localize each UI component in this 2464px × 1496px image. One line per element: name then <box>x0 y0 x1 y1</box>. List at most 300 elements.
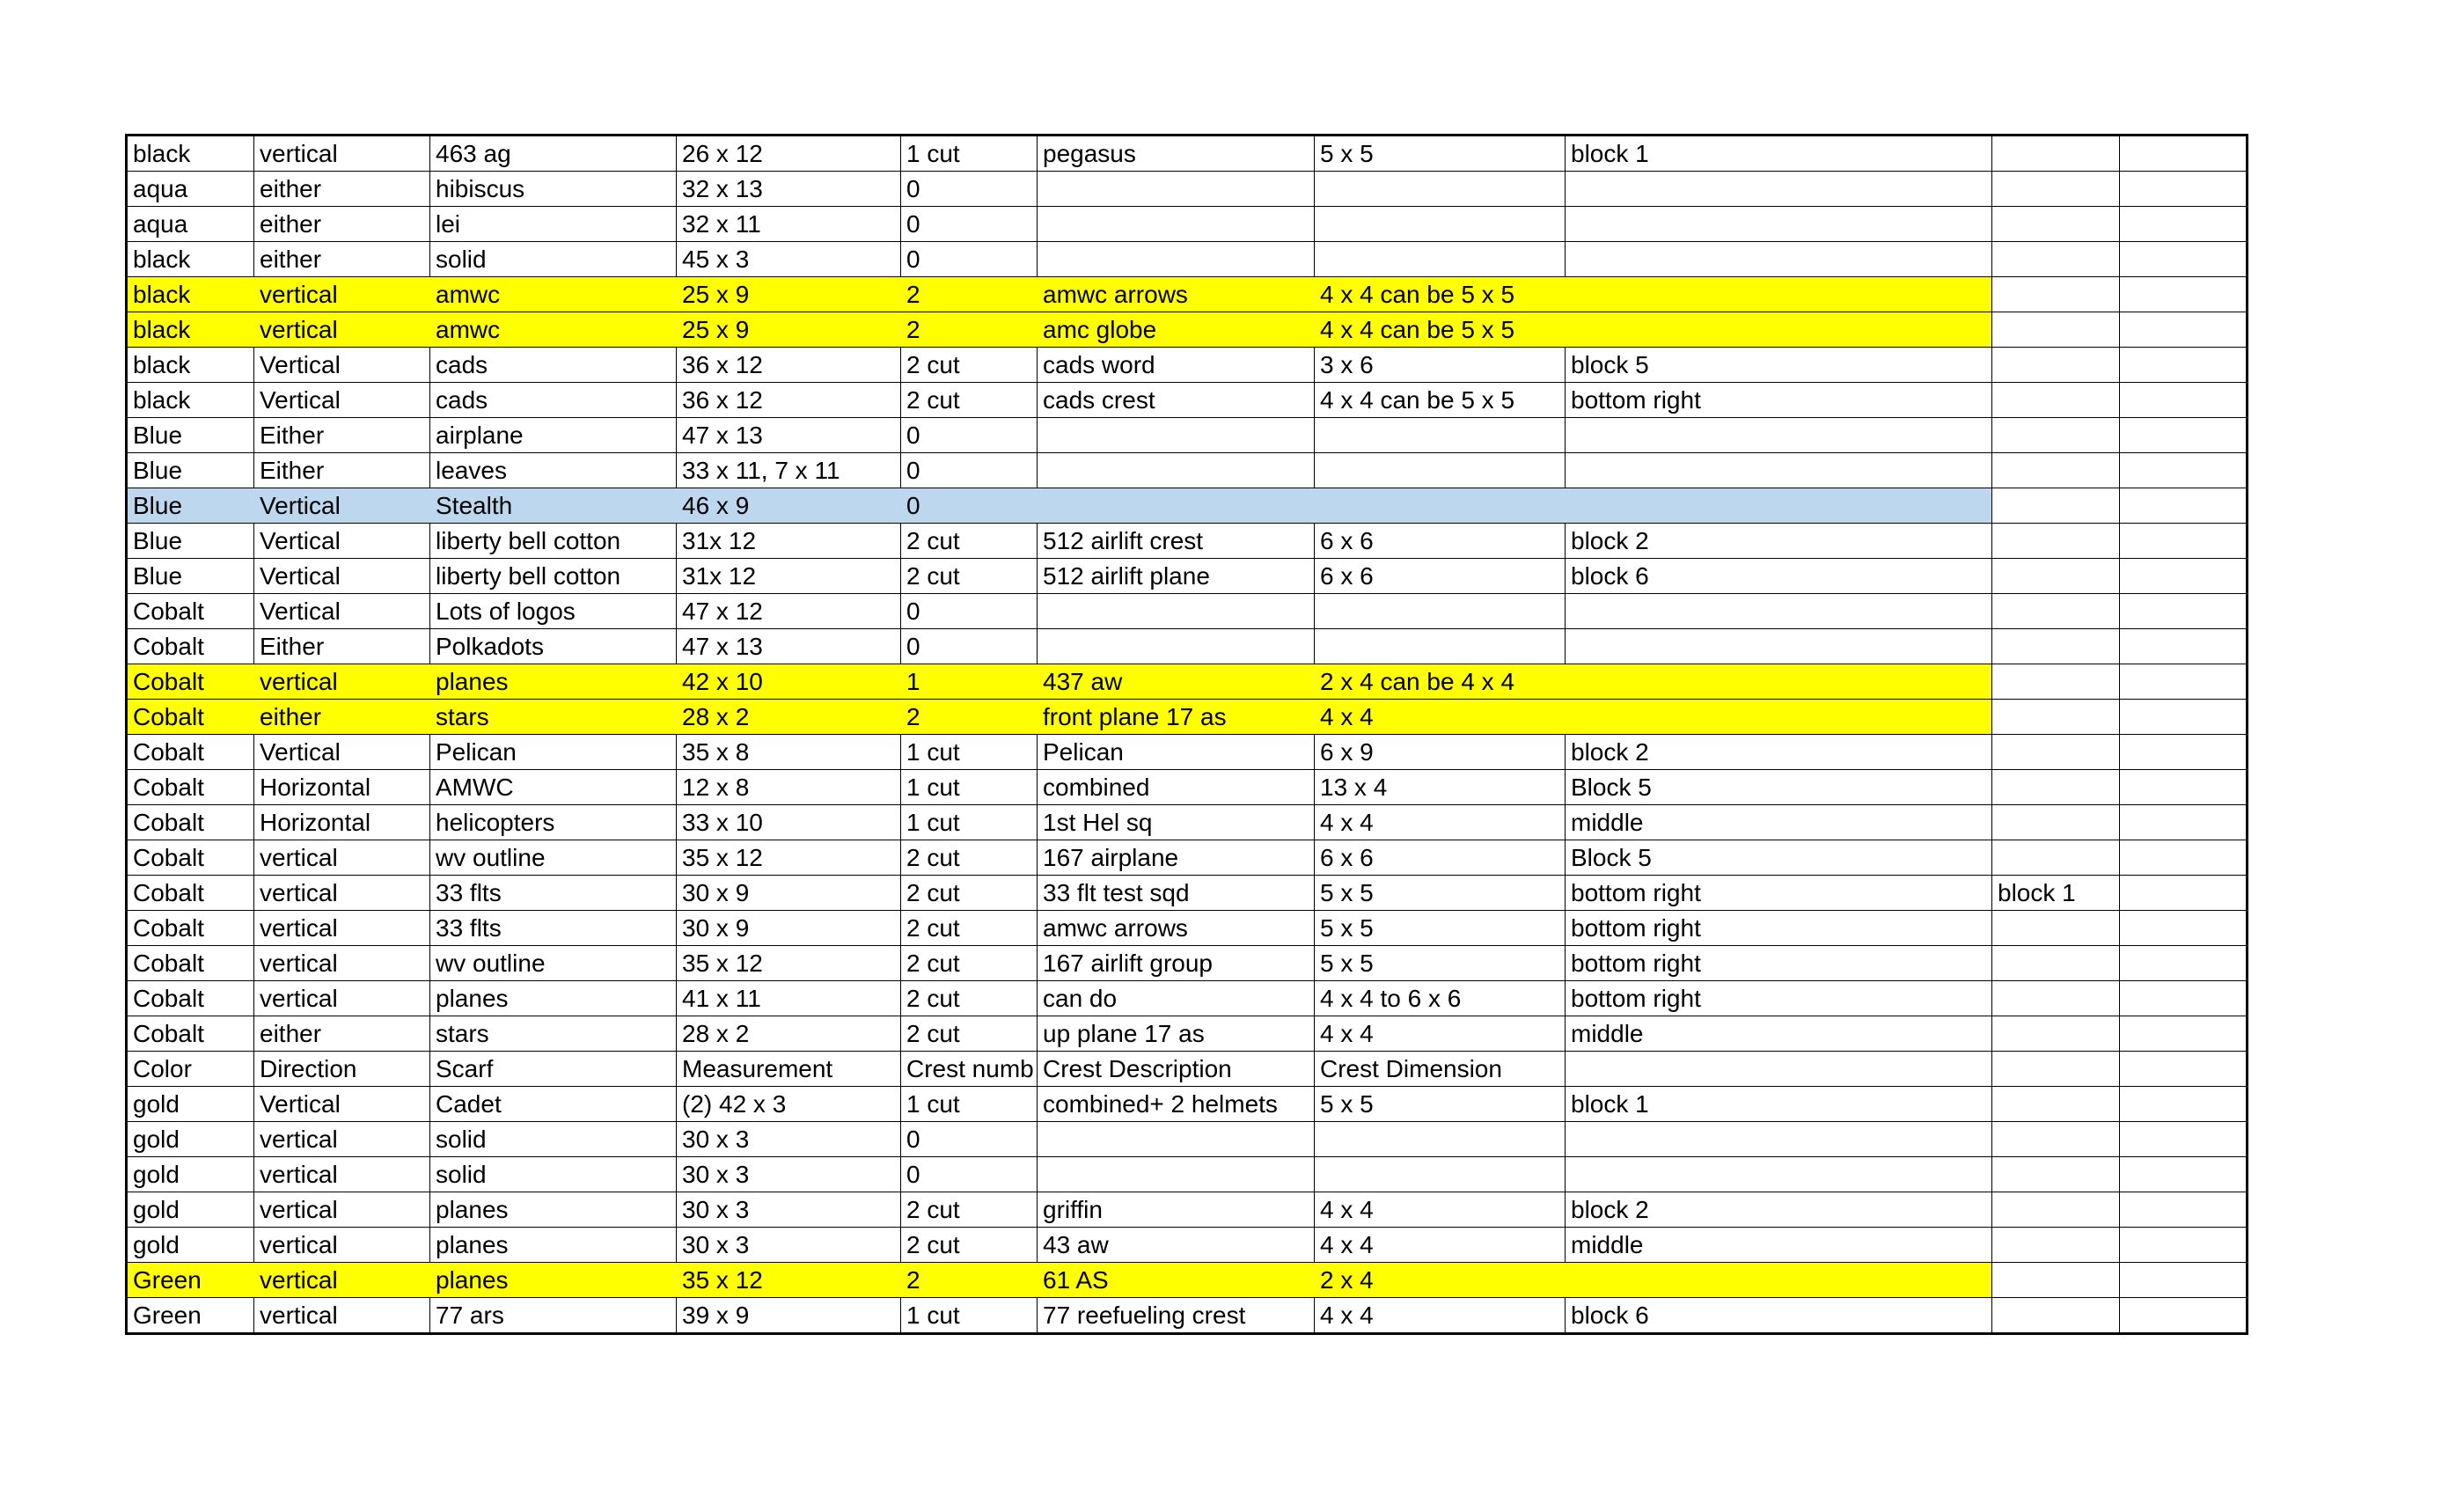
table-cell[interactable]: 0 <box>901 207 1038 242</box>
table-cell[interactable]: Vertical <box>254 524 430 559</box>
table-cell[interactable] <box>1566 242 1992 277</box>
table-cell[interactable] <box>1566 1122 1992 1157</box>
table-cell[interactable]: amwc <box>430 277 677 312</box>
table-cell[interactable]: 39 x 9 <box>677 1298 901 1334</box>
table-cell[interactable]: vertical <box>254 911 430 946</box>
table-cell[interactable]: 2 <box>901 1263 1038 1298</box>
table-cell[interactable]: 31x 12 <box>677 524 901 559</box>
table-cell[interactable] <box>1992 1192 2120 1228</box>
table-cell[interactable]: either <box>254 700 430 735</box>
table-cell[interactable] <box>2120 348 2248 383</box>
table-cell[interactable]: Cobalt <box>127 594 254 629</box>
table-cell[interactable]: vertical <box>254 1157 430 1192</box>
table-cell[interactable]: Green <box>127 1263 254 1298</box>
table-cell[interactable]: Vertical <box>254 348 430 383</box>
table-cell[interactable] <box>2120 1263 2248 1298</box>
table-cell[interactable] <box>1992 594 2120 629</box>
table-cell[interactable]: 167 airlift group <box>1038 946 1315 981</box>
table-cell[interactable]: Cobalt <box>127 876 254 911</box>
table-cell[interactable]: block 5 <box>1566 348 1992 383</box>
table-cell[interactable]: griffin <box>1038 1192 1315 1228</box>
table-cell[interactable]: Cobalt <box>127 840 254 876</box>
table-cell[interactable]: bottom right <box>1566 911 1992 946</box>
table-cell[interactable]: 36 x 12 <box>677 383 901 418</box>
table-cell[interactable]: 0 <box>901 418 1038 453</box>
table-cell[interactable]: gold <box>127 1157 254 1192</box>
table-cell[interactable]: 36 x 12 <box>677 348 901 383</box>
table-cell[interactable]: 0 <box>901 1122 1038 1157</box>
table-cell[interactable]: 1 <box>901 664 1038 700</box>
table-cell[interactable]: solid <box>430 1122 677 1157</box>
table-cell[interactable]: vertical <box>254 876 430 911</box>
table-cell[interactable]: 2 cut <box>901 876 1038 911</box>
table-cell[interactable]: 6 x 6 <box>1315 524 1566 559</box>
table-cell[interactable] <box>2120 136 2248 172</box>
table-cell[interactable]: vertical <box>254 1263 430 1298</box>
table-cell[interactable] <box>1992 1298 2120 1334</box>
table-cell[interactable] <box>1992 559 2120 594</box>
table-cell[interactable] <box>2120 594 2248 629</box>
table-cell[interactable]: 3 x 6 <box>1315 348 1566 383</box>
table-cell[interactable] <box>1992 418 2120 453</box>
table-cell[interactable]: amwc <box>430 312 677 348</box>
table-cell[interactable]: vertical <box>254 1122 430 1157</box>
table-cell[interactable]: lei <box>430 207 677 242</box>
table-cell[interactable]: 463 ag <box>430 136 677 172</box>
table-cell[interactable]: front plane 17 as <box>1038 700 1315 735</box>
table-cell[interactable] <box>1566 1263 1992 1298</box>
table-cell[interactable] <box>1992 312 2120 348</box>
table-cell[interactable]: vertical <box>254 1228 430 1263</box>
table-cell[interactable]: 2 cut <box>901 946 1038 981</box>
table-cell[interactable] <box>1992 1122 2120 1157</box>
table-cell[interactable]: block 2 <box>1566 1192 1992 1228</box>
table-cell[interactable]: 4 x 4 <box>1315 700 1566 735</box>
table-cell[interactable]: 4 x 4 can be 5 x 5 <box>1315 312 1566 348</box>
table-cell[interactable] <box>1038 242 1315 277</box>
table-cell[interactable] <box>1992 664 2120 700</box>
table-cell[interactable]: Cobalt <box>127 911 254 946</box>
table-cell[interactable] <box>1992 629 2120 664</box>
table-cell[interactable] <box>1038 629 1315 664</box>
table-cell[interactable] <box>1992 453 2120 488</box>
table-cell[interactable] <box>1315 1122 1566 1157</box>
table-cell[interactable] <box>1315 242 1566 277</box>
table-cell[interactable]: 5 x 5 <box>1315 1087 1566 1122</box>
table-cell[interactable] <box>2120 488 2248 524</box>
table-cell[interactable] <box>1315 629 1566 664</box>
table-cell[interactable]: amwc arrows <box>1038 277 1315 312</box>
table-cell[interactable]: cads <box>430 348 677 383</box>
table-cell[interactable]: combined+ 2 helmets <box>1038 1087 1315 1122</box>
table-cell[interactable]: either <box>254 1016 430 1052</box>
table-cell[interactable] <box>1315 418 1566 453</box>
table-cell[interactable] <box>1992 488 2120 524</box>
table-cell[interactable] <box>1315 453 1566 488</box>
table-cell[interactable]: gold <box>127 1228 254 1263</box>
table-cell[interactable] <box>1992 172 2120 207</box>
table-cell[interactable]: Color <box>127 1052 254 1087</box>
table-cell[interactable] <box>1315 488 1566 524</box>
table-cell[interactable]: Cobalt <box>127 946 254 981</box>
table-cell[interactable]: pegasus <box>1038 136 1315 172</box>
table-cell[interactable]: 0 <box>901 629 1038 664</box>
table-cell[interactable]: wv outline <box>430 946 677 981</box>
table-cell[interactable]: 28 x 2 <box>677 1016 901 1052</box>
table-cell[interactable] <box>2120 840 2248 876</box>
table-cell[interactable]: 4 x 4 <box>1315 805 1566 840</box>
table-cell[interactable]: stars <box>430 1016 677 1052</box>
table-cell[interactable]: AMWC <box>430 770 677 805</box>
table-cell[interactable]: 77 reefueling crest <box>1038 1298 1315 1334</box>
table-cell[interactable]: vertical <box>254 136 430 172</box>
table-cell[interactable]: 35 x 12 <box>677 840 901 876</box>
table-cell[interactable] <box>2120 1192 2248 1228</box>
table-cell[interactable]: Crest Description <box>1038 1052 1315 1087</box>
table-cell[interactable]: planes <box>430 1228 677 1263</box>
table-cell[interactable] <box>1566 312 1992 348</box>
table-cell[interactable]: 45 x 3 <box>677 242 901 277</box>
table-cell[interactable] <box>2120 242 2248 277</box>
table-cell[interactable]: 32 x 13 <box>677 172 901 207</box>
table-cell[interactable] <box>1038 207 1315 242</box>
table-cell[interactable]: Direction <box>254 1052 430 1087</box>
table-cell[interactable]: bottom right <box>1566 876 1992 911</box>
table-cell[interactable]: block 6 <box>1566 1298 1992 1334</box>
table-cell[interactable]: 2 cut <box>901 1228 1038 1263</box>
table-cell[interactable]: 2 cut <box>901 383 1038 418</box>
table-cell[interactable] <box>2120 1052 2248 1087</box>
table-cell[interactable] <box>1038 453 1315 488</box>
table-cell[interactable] <box>1992 524 2120 559</box>
table-cell[interactable]: Block 5 <box>1566 840 1992 876</box>
table-cell[interactable] <box>1315 594 1566 629</box>
table-cell[interactable]: Vertical <box>254 559 430 594</box>
table-cell[interactable]: Cobalt <box>127 629 254 664</box>
table-cell[interactable]: aqua <box>127 207 254 242</box>
table-cell[interactable]: 2 <box>901 312 1038 348</box>
table-cell[interactable] <box>1992 242 2120 277</box>
table-cell[interactable] <box>2120 1228 2248 1263</box>
table-cell[interactable] <box>2120 277 2248 312</box>
table-cell[interactable]: Either <box>254 453 430 488</box>
table-cell[interactable] <box>2120 312 2248 348</box>
table-cell[interactable]: 0 <box>901 1157 1038 1192</box>
table-cell[interactable] <box>1566 172 1992 207</box>
table-cell[interactable]: 437 aw <box>1038 664 1315 700</box>
table-cell[interactable]: 2 <box>901 277 1038 312</box>
table-cell[interactable]: 33 x 11, 7 x 11 <box>677 453 901 488</box>
table-cell[interactable]: Vertical <box>254 735 430 770</box>
table-cell[interactable] <box>2120 383 2248 418</box>
table-cell[interactable]: vertical <box>254 664 430 700</box>
table-cell[interactable]: Vertical <box>254 1087 430 1122</box>
table-cell[interactable] <box>1038 594 1315 629</box>
table-cell[interactable] <box>1315 172 1566 207</box>
table-cell[interactable]: 0 <box>901 172 1038 207</box>
table-cell[interactable]: Lots of logos <box>430 594 677 629</box>
table-cell[interactable]: 77 ars <box>430 1298 677 1334</box>
table-cell[interactable]: 512 airlift plane <box>1038 559 1315 594</box>
table-cell[interactable]: 42 x 10 <box>677 664 901 700</box>
table-cell[interactable]: block 1 <box>1992 876 2120 911</box>
table-cell[interactable]: 33 flts <box>430 911 677 946</box>
table-cell[interactable]: amwc arrows <box>1038 911 1315 946</box>
table-cell[interactable]: 47 x 12 <box>677 594 901 629</box>
table-cell[interactable]: block 1 <box>1566 1087 1992 1122</box>
table-cell[interactable]: black <box>127 136 254 172</box>
table-cell[interactable] <box>1315 207 1566 242</box>
table-cell[interactable] <box>1566 1157 1992 1192</box>
table-cell[interactable]: 2 cut <box>901 559 1038 594</box>
table-cell[interactable]: Cobalt <box>127 770 254 805</box>
table-cell[interactable] <box>2120 418 2248 453</box>
table-cell[interactable]: 6 x 9 <box>1315 735 1566 770</box>
table-cell[interactable] <box>1566 664 1992 700</box>
table-cell[interactable]: 13 x 4 <box>1315 770 1566 805</box>
table-cell[interactable]: black <box>127 242 254 277</box>
table-cell[interactable]: 1 cut <box>901 735 1038 770</box>
table-cell[interactable]: Blue <box>127 488 254 524</box>
table-cell[interactable] <box>1038 1157 1315 1192</box>
table-cell[interactable]: 4 x 4 can be 5 x 5 <box>1315 383 1566 418</box>
table-cell[interactable]: Cobalt <box>127 981 254 1016</box>
table-cell[interactable]: bottom right <box>1566 981 1992 1016</box>
table-cell[interactable]: Blue <box>127 559 254 594</box>
table-cell[interactable] <box>2120 876 2248 911</box>
table-cell[interactable]: 25 x 9 <box>677 312 901 348</box>
table-cell[interactable]: 1 cut <box>901 1298 1038 1334</box>
table-cell[interactable]: Scarf <box>430 1052 677 1087</box>
table-cell[interactable]: bottom right <box>1566 946 1992 981</box>
table-cell[interactable]: 5 x 5 <box>1315 876 1566 911</box>
table-cell[interactable]: black <box>127 383 254 418</box>
table-cell[interactable]: vertical <box>254 840 430 876</box>
table-cell[interactable]: Horizontal <box>254 770 430 805</box>
table-cell[interactable]: solid <box>430 242 677 277</box>
table-cell[interactable]: Either <box>254 418 430 453</box>
table-cell[interactable]: block 6 <box>1566 559 1992 594</box>
table-cell[interactable] <box>1992 911 2120 946</box>
table-cell[interactable] <box>1992 1087 2120 1122</box>
table-cell[interactable]: vertical <box>254 312 430 348</box>
table-cell[interactable] <box>2120 1157 2248 1192</box>
table-cell[interactable] <box>2120 559 2248 594</box>
table-cell[interactable] <box>2120 735 2248 770</box>
table-cell[interactable]: 30 x 3 <box>677 1228 901 1263</box>
table-cell[interactable]: combined <box>1038 770 1315 805</box>
table-cell[interactable]: 47 x 13 <box>677 418 901 453</box>
table-cell[interactable]: middle <box>1566 805 1992 840</box>
table-cell[interactable] <box>1992 840 2120 876</box>
table-cell[interactable]: 4 x 4 <box>1315 1016 1566 1052</box>
table-cell[interactable]: 2 <box>901 700 1038 735</box>
table-cell[interactable]: 46 x 9 <box>677 488 901 524</box>
table-cell[interactable] <box>1038 488 1315 524</box>
table-cell[interactable]: 167 airplane <box>1038 840 1315 876</box>
table-cell[interactable]: 0 <box>901 488 1038 524</box>
table-cell[interactable]: block 1 <box>1566 136 1992 172</box>
table-cell[interactable]: 4 x 4 to 6 x 6 <box>1315 981 1566 1016</box>
table-cell[interactable]: 41 x 11 <box>677 981 901 1016</box>
table-cell[interactable] <box>1992 136 2120 172</box>
table-cell[interactable] <box>1566 1052 1992 1087</box>
table-cell[interactable]: 33 flts <box>430 876 677 911</box>
table-cell[interactable]: 30 x 9 <box>677 876 901 911</box>
table-cell[interactable]: can do <box>1038 981 1315 1016</box>
table-cell[interactable] <box>2120 629 2248 664</box>
table-cell[interactable] <box>2120 1016 2248 1052</box>
table-cell[interactable]: middle <box>1566 1016 1992 1052</box>
table-cell[interactable]: 1 cut <box>901 770 1038 805</box>
table-cell[interactable]: vertical <box>254 277 430 312</box>
table-cell[interactable]: vertical <box>254 946 430 981</box>
table-cell[interactable]: 32 x 11 <box>677 207 901 242</box>
table-cell[interactable]: 4 x 4 can be 5 x 5 <box>1315 277 1566 312</box>
table-cell[interactable]: 1 cut <box>901 805 1038 840</box>
table-cell[interactable]: Vertical <box>254 594 430 629</box>
table-cell[interactable] <box>1992 1016 2120 1052</box>
table-cell[interactable]: 2 cut <box>901 348 1038 383</box>
table-cell[interactable] <box>1992 805 2120 840</box>
table-cell[interactable]: 35 x 12 <box>677 946 901 981</box>
table-cell[interactable]: wv outline <box>430 840 677 876</box>
table-cell[interactable]: planes <box>430 1263 677 1298</box>
table-cell[interactable]: Green <box>127 1298 254 1334</box>
table-cell[interactable]: 30 x 9 <box>677 911 901 946</box>
table-cell[interactable]: Measurement <box>677 1052 901 1087</box>
table-cell[interactable]: gold <box>127 1122 254 1157</box>
table-cell[interactable]: 1 cut <box>901 1087 1038 1122</box>
table-cell[interactable]: Pelican <box>430 735 677 770</box>
table-cell[interactable]: 2 cut <box>901 840 1038 876</box>
table-cell[interactable]: 35 x 8 <box>677 735 901 770</box>
table-cell[interactable]: black <box>127 312 254 348</box>
table-cell[interactable]: gold <box>127 1192 254 1228</box>
table-cell[interactable]: 30 x 3 <box>677 1122 901 1157</box>
table-cell[interactable]: hibiscus <box>430 172 677 207</box>
table-cell[interactable]: 30 x 3 <box>677 1157 901 1192</box>
table-cell[interactable] <box>2120 664 2248 700</box>
table-cell[interactable] <box>1992 207 2120 242</box>
table-cell[interactable] <box>2120 207 2248 242</box>
table-cell[interactable] <box>1992 700 2120 735</box>
table-cell[interactable]: Pelican <box>1038 735 1315 770</box>
table-cell[interactable]: 6 x 6 <box>1315 840 1566 876</box>
table-cell[interactable]: 5 x 5 <box>1315 911 1566 946</box>
table-cell[interactable]: black <box>127 277 254 312</box>
table-cell[interactable]: 12 x 8 <box>677 770 901 805</box>
table-cell[interactable] <box>2120 1298 2248 1334</box>
table-cell[interactable]: 2 cut <box>901 1016 1038 1052</box>
table-cell[interactable]: 0 <box>901 594 1038 629</box>
table-cell[interactable]: 2 cut <box>901 911 1038 946</box>
table-cell[interactable] <box>1566 629 1992 664</box>
table-cell[interactable] <box>1992 770 2120 805</box>
table-cell[interactable]: Polkadots <box>430 629 677 664</box>
table-cell[interactable]: 1st Hel sq <box>1038 805 1315 840</box>
table-cell[interactable]: Cobalt <box>127 700 254 735</box>
table-cell[interactable]: 0 <box>901 453 1038 488</box>
table-cell[interactable]: 5 x 5 <box>1315 946 1566 981</box>
table-cell[interactable] <box>1038 1122 1315 1157</box>
table-cell[interactable] <box>2120 172 2248 207</box>
table-cell[interactable]: cads <box>430 383 677 418</box>
table-cell[interactable] <box>1992 348 2120 383</box>
table-cell[interactable] <box>1992 1052 2120 1087</box>
table-cell[interactable]: (2) 42 x 3 <box>677 1087 901 1122</box>
table-cell[interactable]: 6 x 6 <box>1315 559 1566 594</box>
table-cell[interactable] <box>2120 981 2248 1016</box>
table-cell[interactable]: liberty bell cotton <box>430 524 677 559</box>
table-cell[interactable]: 512 airlift crest <box>1038 524 1315 559</box>
table-cell[interactable]: Blue <box>127 418 254 453</box>
table-cell[interactable]: 2 cut <box>901 981 1038 1016</box>
table-cell[interactable]: 5 x 5 <box>1315 136 1566 172</box>
table-cell[interactable]: Blue <box>127 524 254 559</box>
table-cell[interactable]: helicopters <box>430 805 677 840</box>
table-cell[interactable]: Crest Dimension <box>1315 1052 1566 1087</box>
table-cell[interactable]: solid <box>430 1157 677 1192</box>
table-cell[interactable] <box>2120 700 2248 735</box>
table-cell[interactable] <box>2120 946 2248 981</box>
table-cell[interactable]: black <box>127 348 254 383</box>
table-cell[interactable]: 2 x 4 can be 4 x 4 <box>1315 664 1566 700</box>
table-cell[interactable]: 2 cut <box>901 524 1038 559</box>
table-cell[interactable]: either <box>254 242 430 277</box>
table-cell[interactable]: 0 <box>901 242 1038 277</box>
table-cell[interactable]: Cobalt <box>127 664 254 700</box>
table-cell[interactable] <box>1992 277 2120 312</box>
table-cell[interactable] <box>1992 383 2120 418</box>
table-cell[interactable]: 33 flt test sqd <box>1038 876 1315 911</box>
table-cell[interactable]: gold <box>127 1087 254 1122</box>
table-cell[interactable]: 25 x 9 <box>677 277 901 312</box>
table-cell[interactable] <box>1566 453 1992 488</box>
table-cell[interactable]: 31x 12 <box>677 559 901 594</box>
table-cell[interactable] <box>1992 1157 2120 1192</box>
table-cell[interactable]: Cobalt <box>127 1016 254 1052</box>
table-cell[interactable]: airplane <box>430 418 677 453</box>
table-cell[interactable]: middle <box>1566 1228 1992 1263</box>
table-cell[interactable]: Either <box>254 629 430 664</box>
table-cell[interactable]: vertical <box>254 1298 430 1334</box>
table-cell[interactable]: 61 AS <box>1038 1263 1315 1298</box>
table-cell[interactable]: block 2 <box>1566 735 1992 770</box>
table-cell[interactable]: cads crest <box>1038 383 1315 418</box>
table-cell[interactable]: 2 cut <box>901 1192 1038 1228</box>
table-cell[interactable]: 4 x 4 <box>1315 1192 1566 1228</box>
table-cell[interactable] <box>1038 172 1315 207</box>
table-cell[interactable] <box>1566 700 1992 735</box>
table-cell[interactable]: cads word <box>1038 348 1315 383</box>
table-cell[interactable]: Cobalt <box>127 805 254 840</box>
table-cell[interactable] <box>2120 524 2248 559</box>
table-cell[interactable]: liberty bell cotton <box>430 559 677 594</box>
table-cell[interactable] <box>1566 418 1992 453</box>
table-cell[interactable]: vertical <box>254 1192 430 1228</box>
table-cell[interactable] <box>1566 277 1992 312</box>
table-cell[interactable]: bottom right <box>1566 383 1992 418</box>
table-cell[interactable]: amc globe <box>1038 312 1315 348</box>
table-cell[interactable] <box>1566 594 1992 629</box>
table-cell[interactable]: aqua <box>127 172 254 207</box>
table-cell[interactable]: 35 x 12 <box>677 1263 901 1298</box>
table-cell[interactable] <box>1992 981 2120 1016</box>
table-cell[interactable]: Stealth <box>430 488 677 524</box>
table-cell[interactable] <box>1992 946 2120 981</box>
table-cell[interactable]: Vertical <box>254 383 430 418</box>
